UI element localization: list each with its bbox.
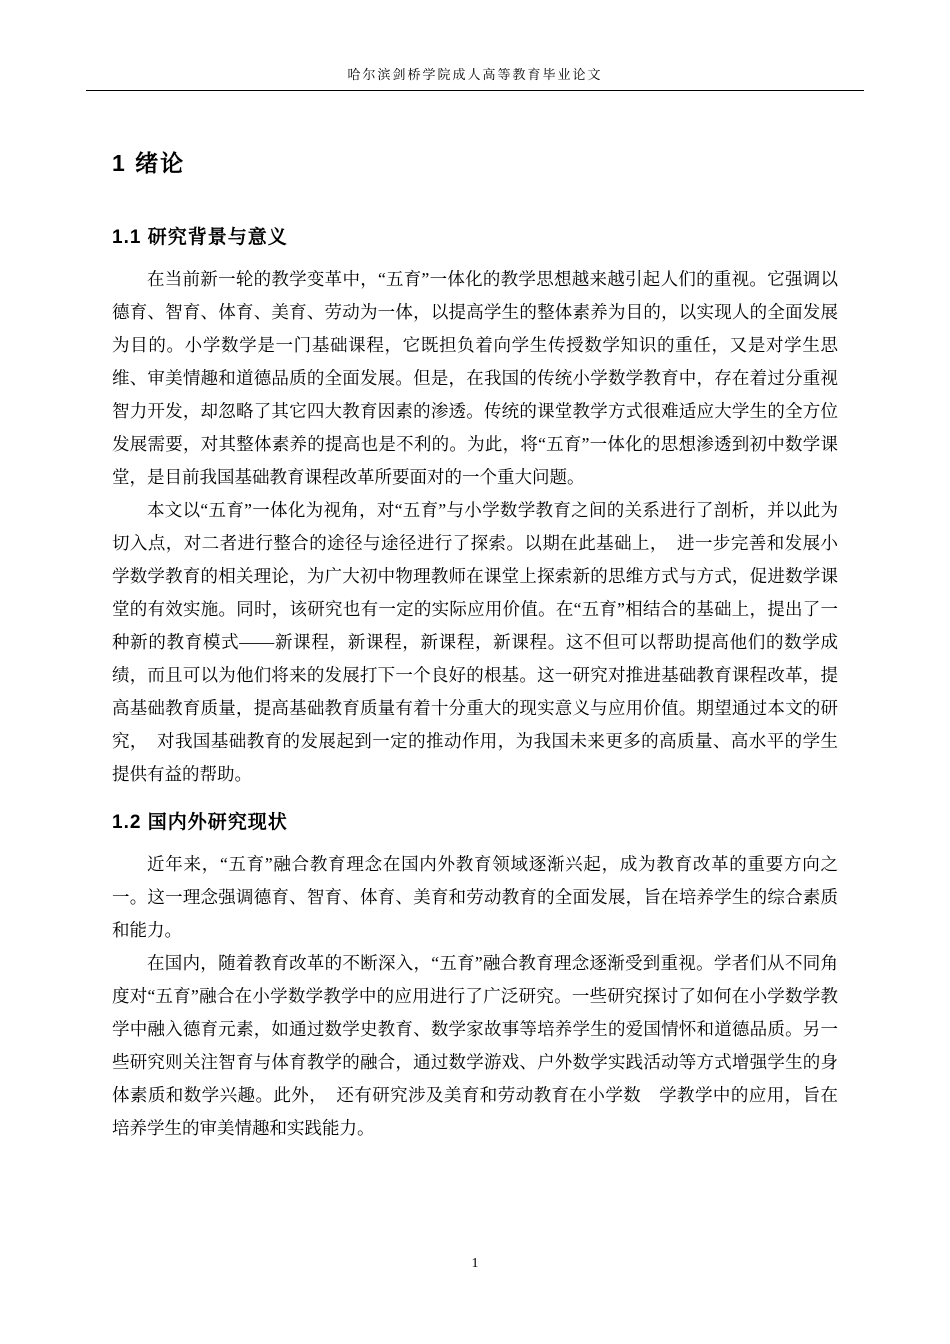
paragraph-1-2-b: 在国内，随着教育改革的不断深入，“五育”融合教育理念逐渐受到重视。学者们从不同角度对“五育”融合在小学数学教学中的应用进行了广泛研究。一些研究探讨了如何在小学数学教学中融入德育元素，如通过数学史教育、数学家故事等培养学生的爱国情怀和道德品质。另一些研究则关注智育与体育教学的融合，通过数学游戏、户外数学实践活动等方式增强学生的身体素质和数学兴趣。此外， 还有研究涉及美育和劳动教育在小学数 学教学中的应用，旨在培养学生的审美情趣和实践能力。: [112, 953, 838, 1138]
chapter-title: 1 绪论: [112, 150, 186, 176]
paragraph-1-1-a: 在当前新一轮的教学变革中，“五育”一体化的教学思想越来越引起人们的重视。它强调以德育、智育、体育、美育、劳动为一体，以提高学生的整体素养为目的，以实现人的全面发展为目的。小学数学是一门基础课程，它既担负着向学生传授数学知识的重任，又是对学生思维、审美情趣和道德品质的全面发展。但是，在我国的传统小学数学教育中，存在着过分重视智力开发，却忽略了其它四大教育因素的渗透。传统的课堂教学方式很难适应大学生的全方位发展需要，对其整体素养的提高也是不利的。为此，将“五育”一体化的思想渗透到初中数学课堂，是目前我国基础教育课程改革所要面对的一个重大问题。: [112, 269, 838, 487]
header-rule: [86, 90, 864, 91]
paragraph-1-1-b: 本文以“五育”一体化为视角，对“五育”与小学数学教育之间的关系进行了剖析，并以此为切入点，对二者进行整合的途径与途径进行了探索。以期在此基础上， 进一步完善和发展小学数学教育的相关理论，为广大初中物理教师在课堂上探索新的思维方式与方式，促进数学课堂的有效实施。同时，该研究也有一定的实际应用价值。在“五育”相结合的基础上，提出了一种新的教育模式——新课程，新课程，新课程，新课程。这不但可以帮助提高他们的数学成绩，而且可以为他们将来的发展打下一个良好的根基。这一研究对推进基础教育课程改革，提高基础教育质量，提高基础教育质量有着十分重大的现实意义与应用价值。期望通过本文的研究， 对我国基础教育的发展起到一定的推动作用，为我国未来更多的高质量、高水平的学生提供有益的帮助。: [112, 500, 838, 784]
page-number: 1: [471, 1256, 479, 1271]
running-header: 哈尔滨剑桥学院成人高等教育毕业论文: [347, 67, 603, 82]
paragraph-1-2-a: 近年来，“五育”融合教育理念在国内外教育领域逐渐兴起，成为教育改革的重要方向之一。这一理念强调德育、智育、体育、美育和劳动教育的全面发展，旨在培养学生的综合素质和能力。: [112, 854, 838, 940]
section-heading-1-2: 1.2 国内外研究现状: [112, 812, 288, 833]
section-heading-1-1: 1.1 研究背景与意义: [112, 227, 288, 248]
